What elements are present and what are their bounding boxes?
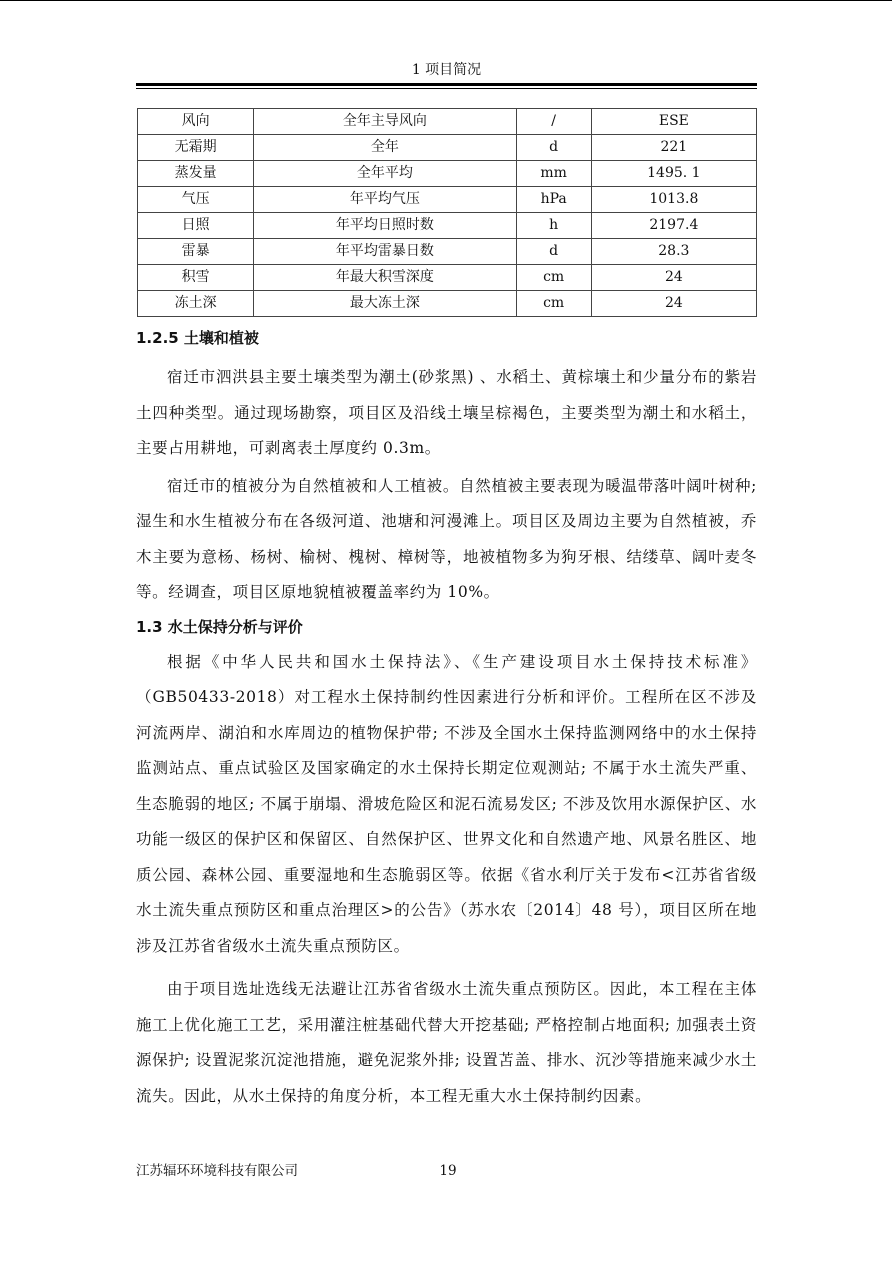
table-cell: 无霜期 xyxy=(138,135,254,161)
footer-company-name: 江苏辐环环境科技有限公司 xyxy=(136,1163,298,1179)
table-cell: 2197.4 xyxy=(591,213,756,239)
table-cell: 日照 xyxy=(138,213,254,239)
table-cell: 28.3 xyxy=(591,239,756,265)
header-rule-thick xyxy=(136,83,757,86)
table-cell: 年最大积雪深度 xyxy=(254,265,516,291)
table-cell: 雷暴 xyxy=(138,239,254,265)
paragraph-soil: 宿迁市泗洪县主要土壤类型为潮土(砂浆黑) 、水稻土、黄棕壤土和少量分布的紫岩土四种类型。通过现场勘察，项目区及沿线土壤呈棕褐色，主要类型为潮土和水稻土，主要占用耕地，可剥离表土厚度约 0.3m。 xyxy=(136,368,757,457)
table-cell: d xyxy=(516,135,591,161)
section-heading-soil-conservation: 1.3 水土保持分析与评价 xyxy=(136,617,303,636)
table-cell: / xyxy=(516,109,591,135)
table-cell: 24 xyxy=(591,265,756,291)
table-cell: 年平均气压 xyxy=(254,187,516,213)
table-cell: 蒸发量 xyxy=(138,161,254,187)
table-cell: cm xyxy=(516,265,591,291)
table-cell: 221 xyxy=(591,135,756,161)
body-content xyxy=(136,326,757,1122)
table-cell: 1495. 1 xyxy=(591,161,756,187)
table-cell: 全年主导风向 xyxy=(254,109,516,135)
running-header: 1 项目简况 xyxy=(411,62,482,78)
table-cell: h xyxy=(516,213,591,239)
table-cell: 气压 xyxy=(138,187,254,213)
table-row xyxy=(138,187,757,213)
table-row xyxy=(138,265,757,291)
table-cell: 最大冻土深 xyxy=(254,291,516,317)
paragraph-vegetation: 宿迁市的植被分为自然植被和人工植被。自然植被主要表现为暖温带落叶阔叶树种; 湿生和水生植被分布在各级河道、池塘和河漫滩上。项目区及周边主要为自然植被，乔木主要为意杨、杨树、榆树、槐树、樟树等，地被植物多为狗牙根、结缕草、阔叶麦冬等。经调查，项目区原地貌植被覆盖率约为 10%。 xyxy=(136,476,757,601)
table-cell: d xyxy=(516,239,591,265)
table-row xyxy=(138,135,757,161)
header-rule-thin xyxy=(136,88,757,89)
section-heading-soil-vegetation: 1.2.5 土壤和植被 xyxy=(136,329,259,347)
table-cell: 1013.8 xyxy=(591,187,756,213)
paragraph-conclusion: 由于项目选址选线无法避让江苏省省级水土流失重点预防区。因此，本工程在主体施工上优化施工工艺，采用灌注桩基础代替大开挖基础; 严格控制占地面积; 加强表土资源保护; 设置泥浆沉淀池措施，避免泥浆外排; 设置苫盖、排水、沉沙等措施来减少水土流失。因此，从水土保持的角度分析，本工程无重大水土保持制约因素。 xyxy=(136,980,757,1105)
top-border-line xyxy=(0,0,892,1)
table-cell: 年平均雷暴日数 xyxy=(254,239,516,265)
table-row xyxy=(138,161,757,187)
table-row xyxy=(138,109,757,135)
table-cell: 全年平均 xyxy=(254,161,516,187)
table-row xyxy=(138,239,757,265)
table-cell: 积雪 xyxy=(138,265,254,291)
table-row xyxy=(138,291,757,317)
table-cell: 冻土深 xyxy=(138,291,254,317)
table-cell: ESE xyxy=(591,109,756,135)
table-row xyxy=(138,213,757,239)
table-cell: cm xyxy=(516,291,591,317)
table-cell: 风向 xyxy=(138,109,254,135)
climate-table xyxy=(137,108,757,317)
table-cell: 24 xyxy=(591,291,756,317)
table-cell: mm xyxy=(516,161,591,187)
table-cell: 年平均日照时数 xyxy=(254,213,516,239)
table-cell: hPa xyxy=(516,187,591,213)
table-cell: 全年 xyxy=(254,135,516,161)
page-number: 19 xyxy=(439,1163,457,1179)
paragraph-constraint-analysis: 根据《中华人民共和国水土保持法》、《生产建设项目水土保持技术标准》（GB50433-2018）对工程水土保持制约性因素进行分析和评价。工程所在区不涉及河流两岸、湖泊和水库周边的植物保护带; 不涉及全国水土保持监测网络中的水土保持监测站点、重点试验区及国家确定的水土保持长期定位观测站; 不属于水土流失严重、生态脆弱的地区; 不属于崩塌、滑坡危险区和泥石流易发区; 不涉及饮用水源保护区、水功能一级区的保护区和保留区、自然保护区、世界文化和自然遗产地、风景名胜区、地质公园、森林公园、重要湿地和生态脆弱区等。依据《省水利厅关于发布<江苏省省级水土流失重点预防区和重点治理区>的公告》（苏水农〔2014〕48 号），项目区所在地涉及江苏省省级水土流失重点预防区。 xyxy=(136,652,757,955)
